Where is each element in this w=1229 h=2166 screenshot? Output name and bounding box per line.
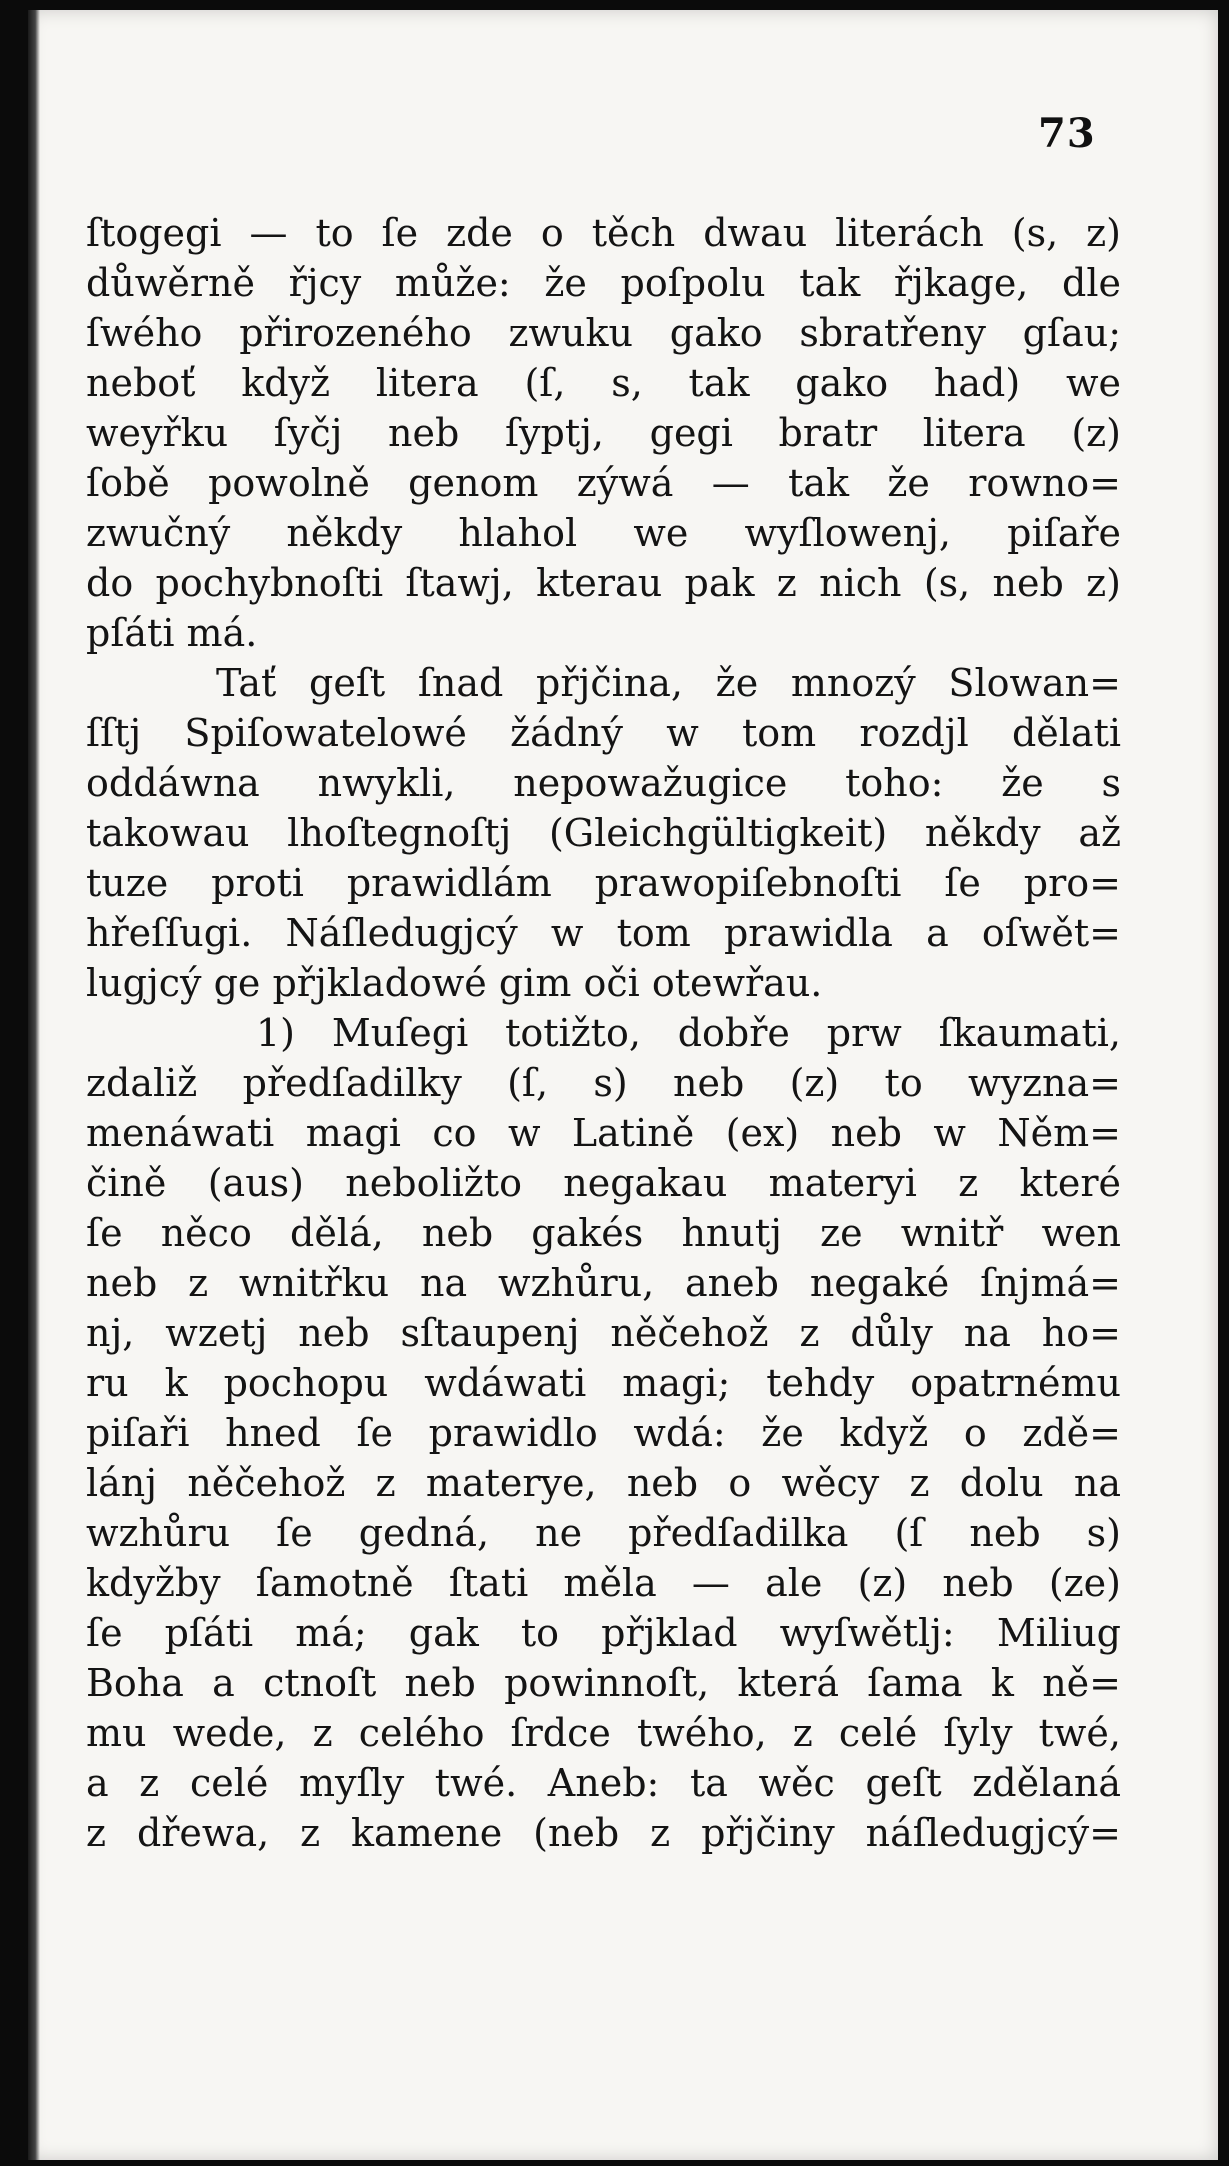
text-line: piſaři hned ſe prawidlo wdá: že když o zdě= [86,1411,1121,1455]
text-line: hřeſſugi. Náſledugjcý w tom prawidla a oſwět= [86,911,1121,955]
text-line: tuze proti prawidlám prawopiſebnoſti ſe pro= [86,861,1121,905]
text-line: lánj něčehož z materye, neb o wěcy z dolu na [86,1461,1121,1505]
text-line: ſſtj Spiſowatelowé žádný w tom rozdjl dělati [86,711,1121,755]
text-line: menáwati magi co w Latině (ex) neb w Něm= [86,1111,1121,1155]
numbered-item-first-line: 1) Muſegi totižto, dobře prw ſkaumati, [256,1011,1121,1055]
text-line: weyřku ſyčj neb ſyptj, gegi bratr litera (z) [86,411,1121,455]
paragraph-first-line: Tať geſt ſnad přjčina, že mnozý Slowan= [216,661,1121,705]
text-line: neb z wnitřku na wzhůru, aneb negaké ſnjmá= [86,1261,1121,1305]
text-line: Boha a ctnoſt neb powinnoſt, která ſama k ně= [86,1661,1121,1705]
text-line: zdaliž předſadilky (ſ, s) neb (z) to wyzna= [86,1061,1121,1105]
text-line: nj, wzetj neb sſtaupenj něčehož z důly na ho= [86,1311,1121,1355]
text-line: kdyžby ſamotně ſtati měla — ale (z) neb (ze) [86,1561,1121,1605]
text-line: takowau lhoſtegnoſtj (Gleichgültigkeit) někdy až [86,811,1121,855]
text-line: lugjcý ge přjkladowé gim oči otewřau. [86,961,823,1005]
text-line: ſwého přirozeného zwuku gako sbratřeny gſau; [86,311,1121,355]
text-line: ſobě powolně genom zýwá — tak že rowno= [86,461,1121,505]
text-line: pſáti má. [86,611,258,655]
text-line: a z celé myſly twé. Aneb: ta wěc geſt zdělaná [86,1761,1121,1805]
text-line: ſe pſáti má; gak to přjklad wyſwětlj: Miliug [86,1611,1121,1655]
text-line: zwučný někdy hlahol we wyſlowenj, piſaře [86,511,1121,555]
page-gutter-shadow [28,10,40,2160]
page-number: 73 [1038,110,1096,157]
text-line: ſe něco dělá, neb gakés hnutj ze wnitř wen [86,1211,1121,1255]
book-page [28,10,1218,2160]
text-line: ſtogegi — to ſe zde o těch dwau literách (s, z) [86,211,1121,255]
body-text [86,208,1121,1858]
text-line: důwěrně řjcy může: že poſpolu tak řjkage, dle [86,261,1121,305]
text-line: z dřewa, z kamene (neb z přjčiny náſledugjcý= [86,1811,1121,1855]
text-line: oddáwna nwykli, nepowažugice toho: že s [86,761,1121,805]
text-line: neboť když litera (ſ, s, tak gako had) we [86,361,1121,405]
text-line: wzhůru ſe gedná, ne předſadilka (ſ neb s) [86,1511,1121,1555]
text-line: čině (aus) neboližto negakau materyi z které [86,1161,1121,1205]
text-line: ru k pochopu wdáwati magi; tehdy opatrnému [86,1361,1121,1405]
text-line: mu wede, z celého ſrdce twého, z celé ſyly twé, [86,1711,1121,1755]
text-line: do pochybnoſti ſtawj, kterau pak z nich (s, neb z) [86,561,1121,605]
